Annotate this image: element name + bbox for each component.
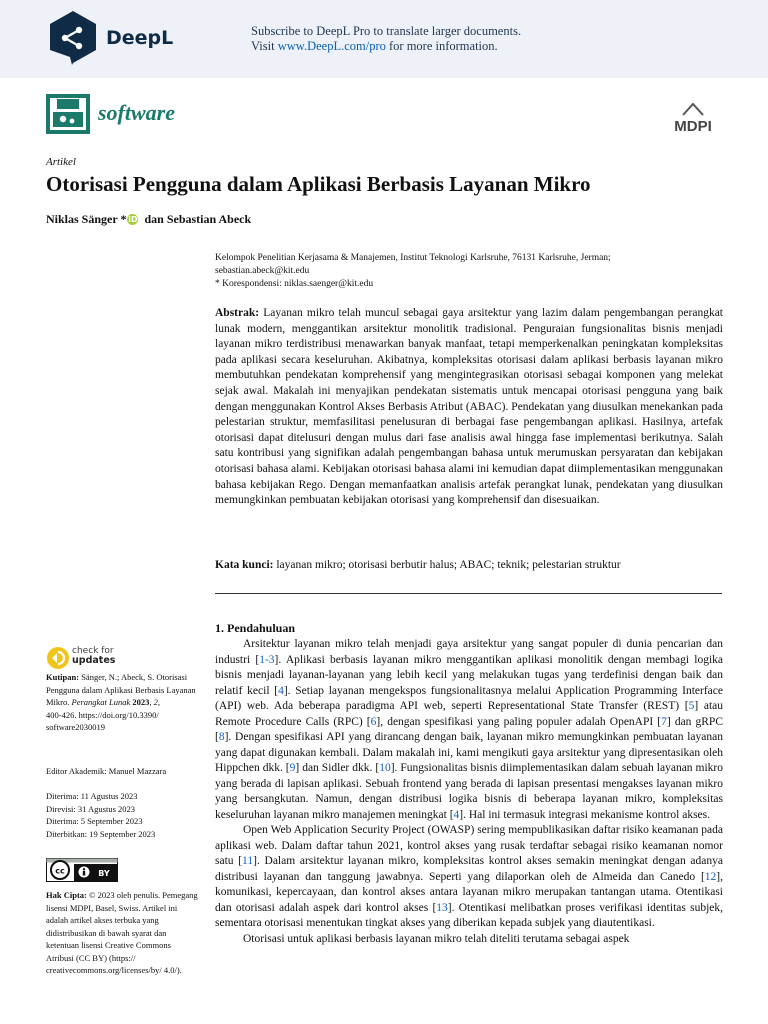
paragraph-text: ]. Dengan spesifikasi API yang dirancang dengan baik, layanan mikro memungkinkan pembuatan layanan yang dapat digunakan kembali. Dalam makalah ini, kami mengikuti gaya arsitektur yang dipresentasikan oleh Hippchen dkk. [ bbox=[215, 731, 723, 774]
abstract bbox=[215, 306, 723, 509]
cc-by-license-icon[interactable] bbox=[46, 858, 118, 882]
deepl-brand: DeepL bbox=[106, 27, 174, 49]
keywords bbox=[215, 559, 723, 571]
author-1[interactable]: Niklas Sänger * bbox=[46, 212, 127, 226]
section-divider bbox=[215, 593, 722, 594]
citation-label: Kutipan: bbox=[46, 672, 80, 682]
abstract-text: Layanan mikro telah muncul sebagai gaya arsitektur yang lazim dalam pengembangan perangkat lunak modern, menggantikan arsitektur monolitik tradisional. Penguraian fungsionalitas bisnis menjadi layanan mikro terdistribusi menawarkan banyak manfaat, tetapi memperkenalkan peningkatan kompleksitas pada aplikasi secara keseluruhan. Akibatnya, kompleksitas otorisasi dalam aplikasi berbasis layanan mikro membutuhkan pendekatan komprehensif yang mengintegrasikan otorisasi sebagai komponen yang melekat sejak awal. Makalah ini menyajikan pendekatan sistematis untuk mencapai otorisasi pengguna yang baik dengan menggunakan Kontrol Akses Berbasis Atribut (ABAC). Pendekatan yang diusulkan menekankan pada pelestarian struktur, memfasilitasi penelusuran di berbagai fase pengembangan aplikasi. Hasilnya, artefak otorisasi dapat ditelusuri dengan mulus dari fase analisis awal hingga fase implementasi berikutnya. Salah satu kontribusi yang signifikan adalah pengembangan bahasa untuk merumuskan persyaratan dan kebijakan otorisasi bahasa alami. Kebijakan otorisasi bahasa alami ini kemudian dapat diimplementasikan menggunakan bahasa kebijakan Rego. Dengan memanfaatkan analisis artefak perangkat lunak, pendekatan yang diusulkan memungkinkan pembuatan kebijakan otorisasi yang komprehensif dan disesuaikan. bbox=[215, 307, 723, 507]
paragraph-text: ]. Dalam arsitektur layanan mikro, kompleksitas kontrol akses semakin meningkat dengan adanya distribusi layanan dan tanggung jawabnya. Seperti yang dilaporkan oleh de Almeida dan Canedo [ bbox=[215, 855, 723, 883]
paragraph-text: ]. Fungsionalitas bisnis diimplementasikan dalam sebuah layanan mikro yang berada di lapisan aplikasi. Sebuah frontend yang berada di lapisan presentasi mengakses layanan mikro yang bersangkutan. Namun, dengan distribusi logika bisnis di beberapa layanan mikro, kompleksitas keseluruhan layanan mikro manajemen meningkat [ bbox=[215, 762, 724, 821]
paragraph-text: ], dengan spesifikasi yang paling populer adalah OpenAPI [ bbox=[376, 715, 662, 728]
deepl-pro-link[interactable]: www.DeepL.com/pro bbox=[277, 39, 386, 53]
affiliations bbox=[215, 252, 715, 291]
reference-link[interactable]: 7 bbox=[661, 715, 667, 728]
citation-doi[interactable]: 400-426. https://doi.org/10.3390/ software2030019 bbox=[46, 709, 159, 732]
reference-link[interactable]: 12 bbox=[704, 870, 717, 883]
check-for-updates[interactable] bbox=[46, 646, 196, 672]
citation-year: 2023 bbox=[130, 697, 150, 707]
journal-name: software bbox=[98, 100, 175, 125]
citation-journal: Perangkat Lunak bbox=[69, 697, 131, 707]
paragraph-text: Arsitektur layanan mikro telah menjadi gaya arsitektur yang sangat populer di dunia pencarian dan industri [ bbox=[215, 638, 723, 666]
orcid-icon[interactable]: iD bbox=[128, 215, 138, 224]
reference-link[interactable]: 9 bbox=[289, 762, 296, 774]
paragraph-text: ], komunikasi, kepercayaan, dan kontrol akses antara layanan mikro merupakan tantangan utama. Otentikasi dan otorisasi adalah aspek dari kontrol akses [ bbox=[215, 870, 723, 914]
deepl-logo-icon bbox=[48, 10, 98, 66]
banner-message bbox=[251, 24, 521, 54]
svg-text:BY: BY bbox=[98, 869, 110, 878]
date-published: Diterbitkan: 19 September 2023 bbox=[46, 828, 156, 839]
date-revised: Direvisi: 31 Agustus 2023 bbox=[46, 803, 136, 814]
check-line-2: updates bbox=[72, 655, 116, 666]
paragraph-text: ] dan Sidler dkk. [ bbox=[295, 762, 380, 774]
banner-line-1: Subscribe to DeepL Pro to translate larger documents. bbox=[251, 24, 522, 38]
date-accepted: Diterima: 5 September 2023 bbox=[46, 816, 143, 826]
reference-link[interactable]: 6 bbox=[370, 715, 377, 728]
body-text bbox=[215, 637, 723, 947]
paragraph-text: ] atau Remote Procedure Calls (RPC) [ bbox=[215, 700, 723, 728]
authors bbox=[46, 212, 251, 227]
copyright bbox=[46, 889, 198, 977]
article-title: Otorisasi Pengguna dalam Aplikasi Berbasis Layanan Mikro bbox=[46, 172, 591, 196]
banner-line-2-prefix: Visit bbox=[251, 39, 278, 53]
article-type: Artikel bbox=[46, 156, 76, 168]
date-received: Diterima: 11 Agustus 2023 bbox=[46, 791, 138, 801]
check-line-1: check for bbox=[72, 646, 114, 656]
check-for-updates-label bbox=[72, 646, 115, 666]
paragraph-text: ]. Setiap layanan mengekspos fungsionalitasnya melalui Application Programming Interface (API) web. Ada beberapa paradigma API web, seperti Representational State Transfer (REST) [ bbox=[215, 684, 723, 712]
software-journal-logo-icon bbox=[46, 94, 90, 134]
reference-link[interactable]: 10 bbox=[379, 762, 391, 774]
paragraph-text: ]. Otentikasi melibatkan proses verifikasi identitas subjek, sementara otorisasi menentukan tingkat akses yang diberikan kepada subjek yang diautentikasi. bbox=[215, 901, 723, 929]
keywords-label: Kata kunci: bbox=[215, 559, 274, 571]
keywords-text: layanan mikro; otorisasi berbutir halus; ABAC; teknik; pelestarian struktur bbox=[273, 559, 621, 571]
deepl-banner bbox=[0, 0, 768, 78]
check-for-updates-icon bbox=[46, 646, 70, 670]
banner-line-2 bbox=[251, 39, 521, 54]
reference-link[interactable]: 11 bbox=[242, 855, 254, 867]
paragraph-1 bbox=[215, 637, 723, 823]
dates bbox=[46, 790, 206, 840]
paragraph-text: ] dan gRPC [ bbox=[215, 715, 724, 743]
citation bbox=[46, 671, 206, 734]
citation-volume: , 2, bbox=[149, 697, 161, 707]
reference-link[interactable]: 13 bbox=[436, 901, 448, 914]
paragraph-text: ]. Aplikasi berbasis layanan mikro menggantikan aplikasi monolitik dengan membagi logika bisnis menjadi layanan-layanan yang lebih kecil yang melakukan tugas yang terdefinisi dengan baik dan relatif kecil [ bbox=[215, 653, 723, 697]
citation-text: Sänger, N.; Abeck, S. Otorisasi Pengguna dalam Aplikasi Berbasis Layanan Mikro. bbox=[46, 672, 196, 707]
affiliation-line: Kelompok Penelitian Kerjasama & Manajemen, Institut Teknologi Karlsruhe, 76131 Karlsruhe, Jerman; bbox=[215, 253, 611, 263]
reference-link[interactable]: 8 bbox=[218, 731, 225, 743]
section-heading: 1. Pendahuluan bbox=[215, 621, 296, 635]
reference-link[interactable]: 4 bbox=[278, 684, 284, 697]
publisher-name: MDPI bbox=[674, 118, 712, 135]
paragraph-3: Otorisasi untuk aplikasi berbasis layanan mikro telah diteliti terutama sebagai aspek bbox=[243, 932, 630, 945]
affiliation-email[interactable]: sebastian.abeck@kit.edu bbox=[215, 266, 310, 276]
copyright-label: Hak Cipta: bbox=[46, 890, 87, 900]
reference-link[interactable]: 5 bbox=[688, 700, 695, 712]
reference-link[interactable]: 1-3 bbox=[259, 653, 275, 666]
correspondence: * Korespondensi: niklas.saenger@kit.edu bbox=[215, 279, 374, 289]
reference-link[interactable]: 4 bbox=[453, 808, 460, 821]
abstract-label: Abstrak: bbox=[215, 307, 260, 319]
author-2[interactable]: dan Sebastian Abeck bbox=[141, 212, 252, 226]
academic-editor: Editor Akademik: Manuel Mazzara bbox=[46, 766, 167, 776]
copyright-text: © 2023 oleh penulis. Pemegang lisensi MDPI, Basel, Swiss. Artikel ini adalah artikel akses terbuka yang didistribusikan di bawah syarat dan ketentuan lisensi Creative Commons Atribusi (CC BY) (https:// creativecommons.org/licenses/by/ 4.0/). bbox=[46, 890, 198, 975]
paragraph-text: ]. Hal ini termasuk integrasi mekanisme kontrol akses. bbox=[459, 808, 711, 821]
banner-line-2-suffix: for more information. bbox=[385, 39, 498, 53]
paragraph-2 bbox=[215, 823, 723, 932]
paragraph-text: Open Web Application Security Project (OWASP) sering mempublikasikan daftar risiko keamanan pada aplikasi web. Dalam daftar tahun 2021, kontrol akses yang rusak terdaftar sebagai risiko keamanan nomor satu [ bbox=[215, 824, 723, 867]
mdpi-logo-icon bbox=[665, 101, 721, 135]
svg-text:cc: cc bbox=[55, 866, 65, 876]
